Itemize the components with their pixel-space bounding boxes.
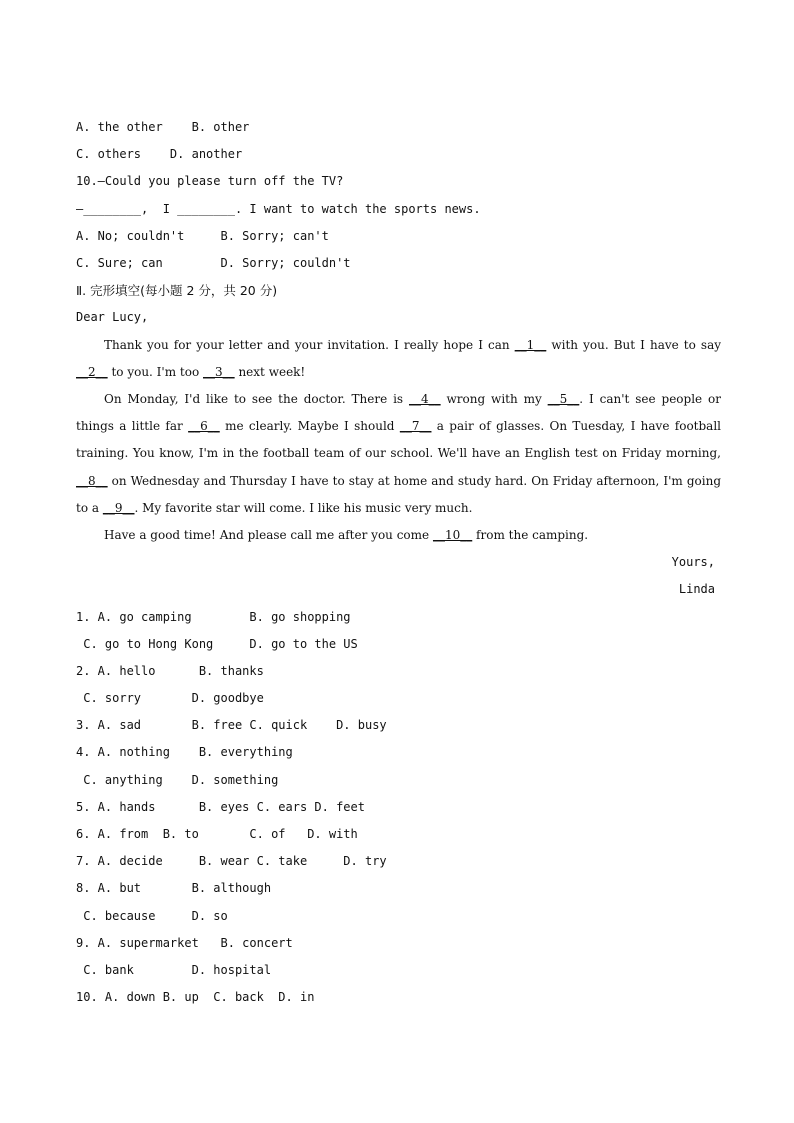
blank-3: __3__ <box>203 364 235 379</box>
text: Have a good time! And please call me after you come <box>104 527 433 542</box>
answer-option-line: 8. A. but B. although <box>76 881 272 896</box>
worksheet-page <box>76 114 721 1011</box>
text: from the camping. <box>472 527 589 542</box>
answer-option-line: 5. A. hands B. eyes C. ears D. feet <box>76 799 365 814</box>
question-10-options-cd: C. Sure; can D. Sorry; couldn't <box>76 255 351 270</box>
option-line-prev-cd: C. others D. another <box>76 147 243 162</box>
letter-greeting: Dear Lucy, <box>76 310 149 325</box>
answer-option-line: 6. A. from B. to C. of D. with <box>76 827 358 841</box>
letter-closing: Yours, <box>671 555 715 570</box>
blank-7: __7__ <box>399 419 432 434</box>
text: . My favorite star will come. I like his music very much. <box>134 500 473 515</box>
blank-2: __2__ <box>76 364 108 379</box>
blank-6: __6__ <box>188 419 220 434</box>
answer-option-line: C. because D. so <box>76 908 228 923</box>
blank-5: __5__ <box>547 391 580 406</box>
text: me clearly. Maybe I should <box>219 419 400 434</box>
blank-1: __1__ <box>514 337 547 352</box>
answer-option-line: 3. A. sad B. free C. quick D. busy <box>76 718 387 733</box>
letter-signature: Linda <box>678 582 715 597</box>
answer-option-line: C. sorry D. goodbye <box>76 691 264 706</box>
text: next week! <box>234 364 306 379</box>
text: on Wednesday and Thursday I have to stay at home and study hard. On Friday afternoon, I'm going to a <box>76 473 721 515</box>
question-10-options-ab: A. No; couldn't B. Sorry; can't <box>76 228 329 243</box>
text: to you. I'm too <box>107 364 203 379</box>
letter-paragraph-1 <box>76 332 721 386</box>
blank-10: __10__ <box>432 527 473 542</box>
answer-option-line: C. bank D. hospital <box>76 962 272 977</box>
answer-option-line: 9. A. supermarket B. concert <box>76 935 293 950</box>
answer-options-list <box>76 604 721 1012</box>
text: Thank you for your letter and your invitation. I really hope I can <box>104 337 515 352</box>
answer-option-line: C. anything D. something <box>76 772 279 787</box>
question-10-reply: —________, I ________. I want to watch the sports news. <box>76 201 481 216</box>
blank-9: __9__ <box>102 500 135 515</box>
answer-option-line: 1. A. go camping B. go shopping <box>76 609 351 624</box>
answer-option-line: 4. A. nothing B. everything <box>76 745 293 760</box>
answer-option-line: 2. A. hello B. thanks <box>76 663 264 678</box>
answer-option-line: 7. A. decide B. wear C. take D. try <box>76 854 387 869</box>
blank-4: __4__ <box>408 391 441 406</box>
text: On Monday, I'd like to see the doctor. There is <box>104 391 409 406</box>
text: a pair of glasses. On Tuesday, I have football training. You know, I'm in the football team of our school. We'll have an English test on Friday morning, <box>76 419 722 461</box>
letter-paragraph-3 <box>76 522 721 549</box>
question-10-stem: 10.—Could you please turn off the TV? <box>76 174 344 189</box>
text: with you. But I have to say <box>546 337 721 352</box>
section-2-title: Ⅱ. 完形填空(每小题 2 分，共 20 分) <box>76 283 278 299</box>
text: . I can't see people or things a little far <box>76 391 721 434</box>
blank-8: __8__ <box>76 473 108 488</box>
answer-option-line: C. go to Hong Kong D. go to the US <box>76 636 358 651</box>
letter-paragraph-2 <box>76 386 721 522</box>
text: wrong with my <box>440 391 548 406</box>
answer-option-line: 10. A. down B. up C. back D. in <box>76 990 315 1005</box>
option-line-prev-ab: A. the other B. other <box>76 120 250 134</box>
